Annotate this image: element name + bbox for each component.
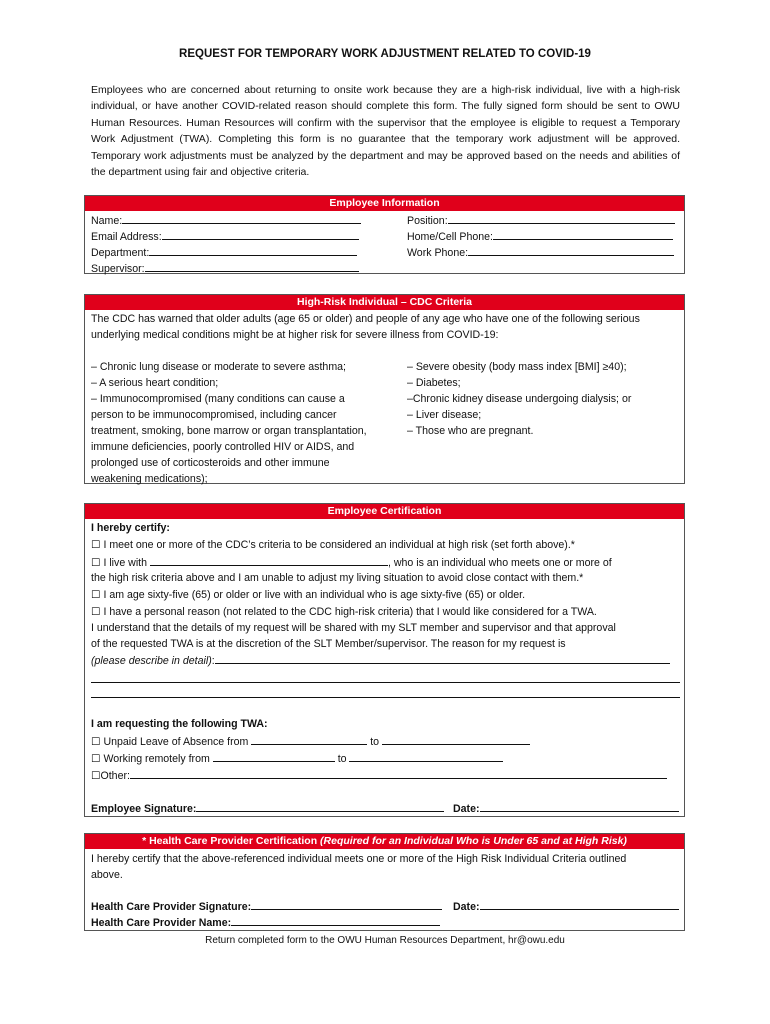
checkbox-personal-reason[interactable]: ☐ [91,606,101,618]
criteria-item: – A serious heart condition; [91,377,219,389]
section-header: High-Risk Individual – CDC Criteria [85,295,684,310]
checkbox-other[interactable]: ☐ [91,770,101,782]
provider-text: I hereby certify that the above-referenced individual meets one or more of the High Risk Individual Criteria outlined [91,853,627,865]
live-with-field[interactable] [150,554,388,566]
home-phone-field[interactable] [493,228,673,240]
option-personal-reason-label: I have a personal reason (not related to the CDC high-risk criteria) that I would like considered for a TWA. [100,606,597,618]
criteria-intro-line: underlying medical conditions might be at higher risk for severe illness from COVID-19: [91,329,499,341]
other-field[interactable] [130,767,667,779]
work-phone-label: Work Phone: [407,247,469,259]
provider-text: above. [91,869,123,881]
criteria-item: – Chronic lung disease or moderate to severe asthma; [91,361,346,373]
criteria-list-left [91,359,367,487]
name-field[interactable] [122,212,361,224]
unpaid-leave-label: Unpaid Leave of Absence from [100,736,252,748]
reason-field-line[interactable] [91,669,680,683]
employee-date-field[interactable] [480,800,679,812]
criteria-item: – Immunocompromised (many conditions can cause a [91,393,345,405]
provider-signature-field[interactable] [251,898,442,910]
provider-signature-label: Health Care Provider Signature: [91,901,252,913]
criteria-item: – Diabetes; [407,377,461,389]
employee-date-label: Date: [453,803,480,815]
criteria-intro-line: The CDC has warned that older adults (age 65 or older) and people of any age who have one of the following serious [91,313,640,325]
criteria-item: – Liver disease; [407,409,482,421]
position-label: Position: [407,215,448,227]
checkbox-high-risk[interactable]: ☐ [91,539,101,551]
cdc-criteria-section [84,294,685,484]
option-high-risk-label: I meet one or more of the CDC’s criteria to be considered an individual at high risk (set forth above).* [100,539,575,551]
criteria-item: – Those who are pregnant. [407,425,534,437]
option-age-65-label: I am age sixty-five (65) or older or live with an individual who is age sixty-five (65) or older. [100,589,526,601]
supervisor-field[interactable] [145,260,359,272]
criteria-item: immune deficiencies, poorly controlled HIV or AIDS, and [91,441,355,453]
criteria-item: person to be immunocompromised, including cancer [91,409,337,421]
remote-to-field[interactable] [349,750,503,762]
email-label: Email Address: [91,231,162,243]
name-label: Name: [91,215,123,227]
remote-from-field[interactable] [213,750,335,762]
to-label: to [334,753,350,765]
option-live-with-label-cont: , who is an individual who meets one or more of [387,557,612,569]
describe-label: (please describe in detail) [91,655,212,667]
criteria-list-right [407,359,631,439]
understand-text: I understand that the details of my request will be shared with my SLT member and supervisor and that approval [91,622,616,634]
provider-date-label: Date: [453,901,480,913]
option-live-with-label-cont: the high risk criteria above and I am unable to adjust my living situation to avoid close contact with them.* [91,572,584,584]
understand-text: of the requested TWA is at the discretion of the SLT Member/supervisor. The reason for my request is [91,638,566,650]
department-label: Department: [91,247,150,259]
email-field[interactable] [162,228,359,240]
employee-certification-section [84,503,685,817]
unpaid-from-field[interactable] [251,733,367,745]
employee-information-section [84,195,685,274]
work-phone-field[interactable] [468,244,674,256]
describe-colon: : [211,655,215,667]
supervisor-label: Supervisor: [91,263,145,275]
reason-field-line[interactable] [91,685,680,698]
checkbox-live-with[interactable]: ☐ [91,557,101,569]
home-phone-label: Home/Cell Phone: [407,231,493,243]
provider-name-field[interactable] [231,914,440,926]
position-field[interactable] [448,212,675,224]
criteria-item: weakening medications); [91,473,208,485]
provider-header-title: * Health Care Provider Certification [142,835,321,847]
to-label: to [367,736,382,748]
employee-signature-field[interactable] [196,800,444,812]
section-header [85,834,684,849]
provider-header-note: (Required for an Individual Who is Under 65 and at High Risk) [320,835,627,847]
intro-paragraph: Employees who are concerned about returning to onsite work because they are a high-risk individual, live with a high-risk individual, or have another COVID-related reason should complete this form. The fully signed form should be sent to OWU Human Resources. Human Resources will confirm with the supervisor that the employee is eligible to request a Temporary Work Adjustment (TWA). Completing this form is no guarantee that the temporary work adjustment will be approved. Temporary work adjustments must be analyzed by the department and may be approved based on the needs and abilities of the department using fair and objective criteria. [91,84,680,179]
reason-field[interactable] [215,652,670,664]
checkbox-working-remotely[interactable]: ☐ [91,753,101,765]
employee-signature-label: Employee Signature: [91,803,197,815]
criteria-item: prolonged use of corticosteroids and other immune [91,457,330,469]
criteria-item: – Severe obesity (body mass index [BMI] ≥40); [407,361,627,373]
checkbox-unpaid-leave[interactable]: ☐ [91,736,101,748]
health-care-provider-section [84,833,685,931]
provider-name-label: Health Care Provider Name: [91,917,232,929]
provider-date-field[interactable] [480,898,679,910]
department-field[interactable] [149,244,357,256]
section-header: Employee Certification [85,504,684,519]
section-header: Employee Information [85,196,684,211]
other-label: Other: [100,770,130,782]
checkbox-age-65[interactable]: ☐ [91,589,101,601]
form-title: REQUEST FOR TEMPORARY WORK ADJUSTMENT RELATED TO COVID-19 [179,48,591,60]
criteria-item: –Chronic kidney disease undergoing dialysis; or [407,393,632,405]
criteria-item: treatment, smoking, bone marrow or organ transplantation, [91,425,367,437]
requesting-heading: I am requesting the following TWA: [91,718,268,730]
unpaid-to-field[interactable] [382,733,530,745]
certify-heading: I hereby certify: [91,522,170,534]
footer-note: Return completed form to the OWU Human Resources Department, hr@owu.edu [205,935,565,946]
option-live-with-label: I live with [100,557,150,569]
working-remotely-label: Working remotely from [100,753,213,765]
